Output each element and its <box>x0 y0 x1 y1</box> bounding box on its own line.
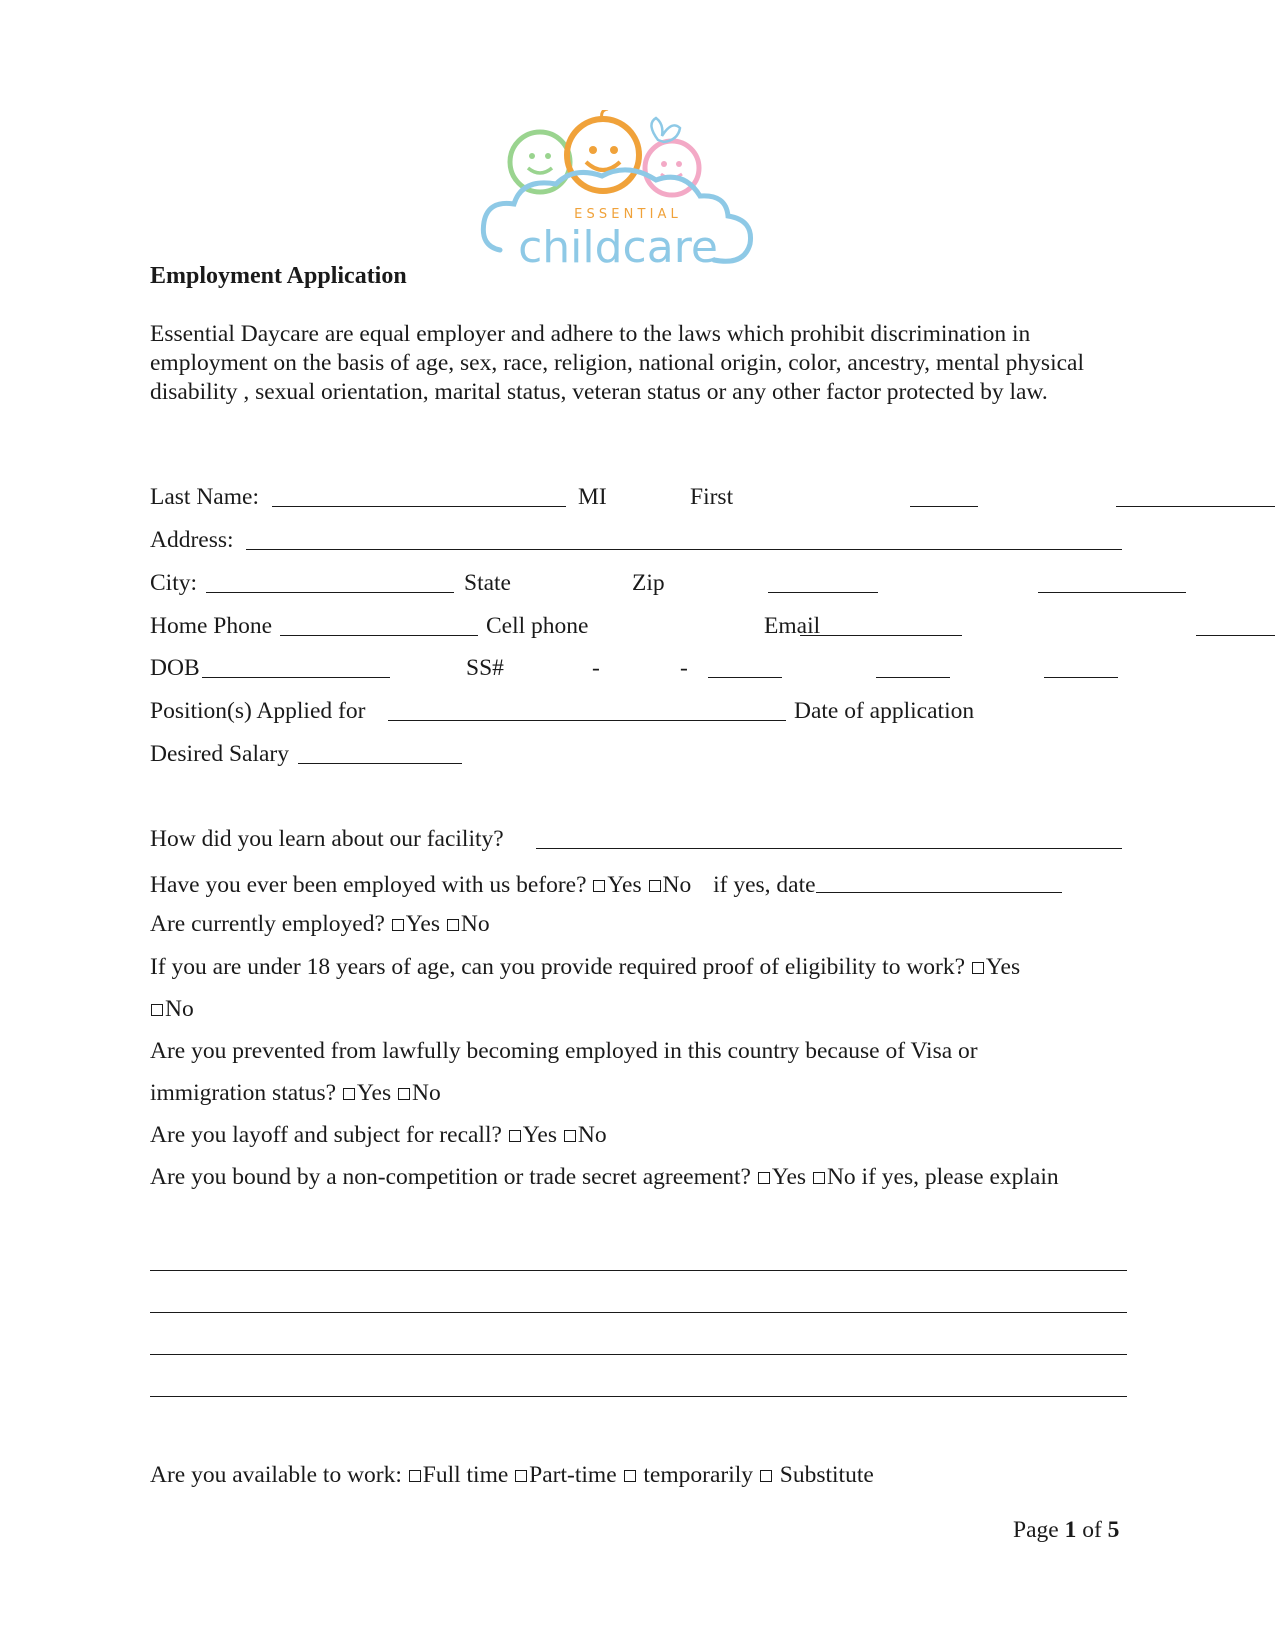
explanation-line-4[interactable] <box>150 1396 1127 1397</box>
last-name-field[interactable] <box>272 484 566 507</box>
mi-label: MI <box>578 484 607 510</box>
mi-field[interactable] <box>910 484 978 507</box>
first-name-field[interactable] <box>1116 484 1275 507</box>
checkbox-icon[interactable] <box>447 919 459 931</box>
ss-part1-field[interactable] <box>708 655 782 678</box>
under-18-yes[interactable] <box>971 954 1020 980</box>
last-name-label: Last Name: <box>150 484 259 510</box>
visa-question-line1: Are you prevented from lawfully becoming employed in this country because of Visa or <box>150 1038 978 1064</box>
visa-row-2 <box>150 1080 441 1107</box>
first-name-label: First <box>690 484 734 510</box>
home-phone-field[interactable] <box>280 613 478 636</box>
no-label: No <box>165 996 194 1022</box>
visa-row-1 <box>150 1038 978 1065</box>
currently-employed-question: Are currently employed? <box>150 911 385 937</box>
yes-label: Yes <box>985 954 1021 980</box>
current-page: 1 <box>1064 1517 1077 1543</box>
visa-question-line2: immigration status? <box>150 1080 337 1106</box>
noncompete-yes[interactable] <box>757 1164 806 1190</box>
explanation-line-1[interactable] <box>150 1270 1127 1271</box>
state-field[interactable] <box>768 570 878 593</box>
part-time-label: Part-time <box>529 1462 617 1488</box>
city-field[interactable] <box>206 570 454 593</box>
noncompete-no[interactable] <box>812 1164 856 1190</box>
checkbox-icon[interactable] <box>593 880 605 892</box>
no-label: No <box>411 1080 441 1106</box>
currently-employed-no[interactable] <box>446 911 490 937</box>
salary-row <box>150 741 314 771</box>
zip-label: Zip <box>632 570 665 596</box>
desired-salary-label: Desired Salary <box>150 741 289 767</box>
employed-before-no[interactable] <box>648 872 692 898</box>
under-18-question: If you are under 18 years of age, can you provide required proof of eligibility to work? <box>150 954 966 980</box>
under-18-row <box>150 954 1020 981</box>
of-word: of <box>1082 1517 1102 1543</box>
substitute-option[interactable] <box>759 1462 874 1488</box>
zip-field[interactable] <box>1038 570 1186 593</box>
email-label: Email <box>764 613 821 639</box>
under-18-row-2 <box>150 996 194 1023</box>
availability-question: Are you available to work: <box>150 1462 402 1488</box>
employed-before-row <box>150 869 1062 899</box>
position-label: Position(s) Applied for <box>150 698 366 724</box>
yes-label: Yes <box>771 1164 807 1190</box>
checkbox-icon[interactable] <box>624 1470 636 1482</box>
learn-question: How did you learn about our facility? <box>150 826 504 852</box>
address-field[interactable] <box>246 527 1122 550</box>
address-label: Address: <box>150 527 234 553</box>
under-18-no[interactable] <box>150 996 194 1022</box>
yes-label: Yes <box>356 1080 392 1106</box>
currently-employed-yes[interactable] <box>391 911 440 937</box>
explanation-line-3[interactable] <box>150 1354 1127 1355</box>
position-field[interactable] <box>388 698 786 721</box>
visa-no[interactable] <box>397 1080 441 1106</box>
page-number <box>1013 1517 1119 1544</box>
explanation-line-2[interactable] <box>150 1312 1127 1313</box>
intro-paragraph: Essential Daycare are equal employer and adhere to the laws which prohibit discrimination in employment on the basis of age, sex, race, religion, national origin, color, ancestry, mental physical disability , sexual orientation, marital status, veteran status or any other factor protected by law. <box>150 321 1084 405</box>
full-time-label: Full time <box>422 1462 509 1488</box>
noncompete-question: Are you bound by a non-competition or trade secret agreement? <box>150 1164 751 1190</box>
no-label: No <box>460 911 490 937</box>
checkbox-icon[interactable] <box>343 1088 355 1100</box>
ss-part3-field[interactable] <box>1044 655 1118 678</box>
part-time-option[interactable] <box>514 1462 616 1488</box>
dob-row <box>150 655 688 685</box>
yes-label: Yes <box>405 911 440 937</box>
layoff-question: Are you layoff and subject for recall? <box>150 1122 502 1148</box>
no-label: No <box>662 872 692 898</box>
dob-label: DOB <box>150 655 200 681</box>
home-phone-label: Home Phone <box>150 613 273 639</box>
temporarily-option[interactable] <box>623 1462 754 1488</box>
checkbox-icon[interactable] <box>515 1470 527 1482</box>
logo-brand-text: childcare <box>518 222 718 273</box>
layoff-row <box>150 1122 607 1149</box>
checkbox-icon[interactable] <box>151 1004 163 1016</box>
checkbox-icon[interactable] <box>398 1088 410 1100</box>
ss-dash-2: - <box>680 655 688 681</box>
address-row <box>150 527 1026 557</box>
employed-before-question: Have you ever been employed with us before? <box>150 872 587 898</box>
layoff-yes[interactable] <box>508 1122 557 1148</box>
if-yes-explain-label: if yes, please explain <box>861 1164 1059 1190</box>
checkbox-icon[interactable] <box>564 1130 576 1142</box>
email-field[interactable] <box>1196 613 1275 636</box>
currently-employed-row <box>150 911 490 938</box>
city-label: City: <box>150 570 198 596</box>
checkbox-icon[interactable] <box>758 1172 770 1184</box>
learn-row <box>150 826 736 856</box>
position-row <box>150 698 975 728</box>
name-row <box>150 484 886 514</box>
employed-before-date-field[interactable] <box>816 870 1062 893</box>
temporarily-label: temporarily <box>637 1462 754 1488</box>
checkbox-icon[interactable] <box>813 1172 825 1184</box>
employed-before-yes[interactable] <box>592 872 641 898</box>
total-pages: 5 <box>1107 1517 1120 1543</box>
ss-part2-field[interactable] <box>876 655 950 678</box>
dob-field[interactable] <box>202 655 390 678</box>
date-of-application-label: Date of application <box>794 698 975 724</box>
no-label: No <box>826 1164 856 1190</box>
yes-label: Yes <box>607 872 642 898</box>
full-time-option[interactable] <box>408 1462 509 1488</box>
layoff-no[interactable] <box>563 1122 607 1148</box>
if-yes-date-label: if yes, date <box>713 872 816 898</box>
cell-phone-label: Cell phone <box>486 613 589 639</box>
learn-field[interactable] <box>536 826 1122 849</box>
essential-childcare-logo <box>478 110 778 285</box>
page-word: Page <box>1013 1517 1059 1543</box>
checkbox-icon[interactable] <box>509 1130 521 1142</box>
ss-label: SS# <box>466 655 504 681</box>
visa-yes[interactable] <box>342 1080 391 1106</box>
cell-phone-field[interactable] <box>800 613 962 636</box>
logo-top-text: E S S E N T I A L <box>574 207 678 222</box>
noncompete-row <box>150 1164 1059 1191</box>
availability-row <box>150 1462 874 1489</box>
page-title: Employment Application <box>150 263 407 289</box>
phone-row <box>150 613 821 643</box>
city-row <box>150 570 668 600</box>
substitute-label: Substitute <box>773 1462 874 1488</box>
checkbox-icon[interactable] <box>649 880 661 892</box>
ss-dash-1: - <box>592 655 600 681</box>
checkbox-icon[interactable] <box>972 962 984 974</box>
checkbox-icon[interactable] <box>760 1470 772 1482</box>
checkbox-icon[interactable] <box>409 1470 421 1482</box>
no-label: No <box>577 1122 607 1148</box>
checkbox-icon[interactable] <box>392 919 404 931</box>
yes-label: Yes <box>522 1122 557 1148</box>
desired-salary-field[interactable] <box>298 741 462 764</box>
state-label: State <box>464 570 511 596</box>
